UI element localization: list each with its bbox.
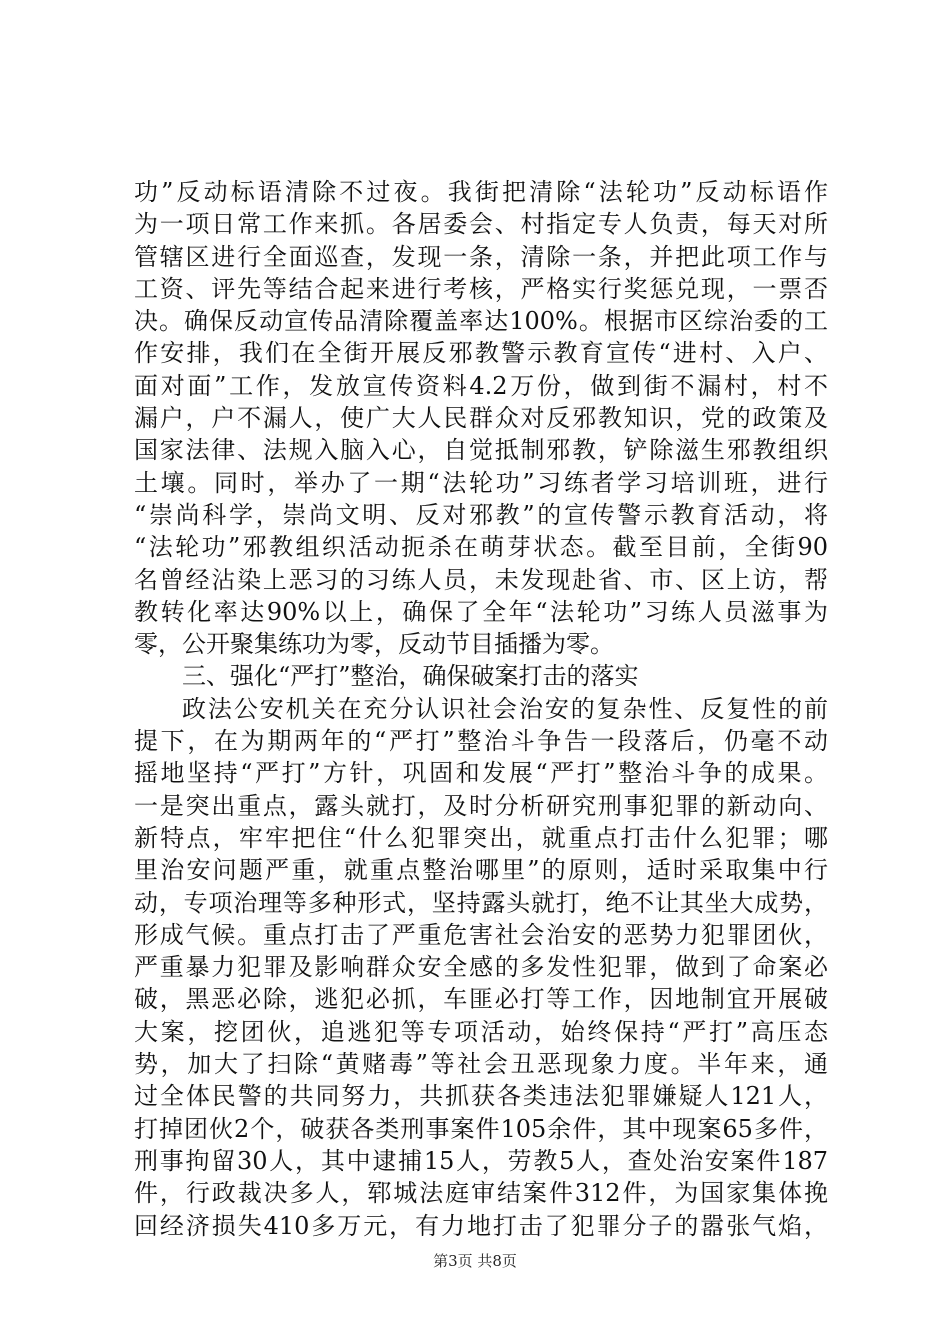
text-line: 刑事拘留30人，其中逮捕15人，劳教5人，查处治安案件187	[134, 1146, 828, 1175]
text-line: 国家法律、法规入脑入心，自觉抵制邪教，铲除滋生邪教组织	[134, 436, 828, 465]
text-line: 名曾经沾染上恶习的习练人员，未发现赴省、市、区上访，帮	[134, 565, 828, 594]
text-line: 回经济损失410多万元，有力地打击了犯罪分子的嚣张气焰，	[134, 1211, 828, 1240]
text-line: 决。确保反动宣传品清除覆盖率达100%。根据市区综治委的工	[134, 307, 828, 336]
text-line: 过全体民警的共同努力，共抓获各类违法犯罪嫌疑人121人，	[134, 1082, 828, 1111]
text-line: 漏户，户不漏人，使广大人民群众对反邪教知识，党的政策及	[134, 404, 828, 433]
text-line: 形成气候。重点打击了严重危害社会治安的恶势力犯罪团伙，	[134, 920, 828, 949]
text-line: 打掉团伙2个，破获各类刑事案件105余件，其中现案65多件，	[134, 1114, 828, 1143]
text-line: 里治安问题严重，就重点整治哪里”的原则，适时采取集中行	[134, 856, 828, 885]
text-line: “崇尚科学，崇尚文明、反对邪教”的宣传警示教育活动，将	[134, 500, 828, 529]
text-line: 土壤。同时，举办了一期“法轮功”习练者学习培训班，进行	[134, 468, 828, 497]
text-line: 面对面”工作，发放宣传资料4.2万份，做到街不漏村，村不	[134, 371, 828, 400]
text-line: 政法公安机关在充分认识社会治安的复杂性、反复性的前	[182, 694, 828, 723]
page-number: 第3页 共8页	[433, 1252, 517, 1270]
text-line: 为一项日常工作来抓。各居委会、村指定专人负责，每天对所	[134, 210, 828, 239]
text-line: 破，黑恶必除，逃犯必抓，车匪必打等工作，因地制宜开展破	[134, 985, 828, 1014]
text-line: 功”反动标语清除不过夜。我街把清除“法轮功”反动标语作	[134, 178, 828, 206]
text-line: 管辖区进行全面巡查，发现一条，清除一条，并把此项工作与	[134, 242, 828, 271]
text-line: “法轮功”邪教组织活动扼杀在萌芽状态。截至目前，全街90	[134, 533, 828, 562]
document-body	[134, 176, 828, 1242]
text-line: 零，公开聚集练功为零，反动节目插播为零。	[134, 630, 614, 659]
text-line: 件，行政裁决多人，郓城法庭审结案件312件，为国家集体挽	[134, 1179, 828, 1208]
text-line: 摇地坚持“严打”方针，巩固和发展“严打”整治斗争的成果。	[134, 759, 828, 788]
text-line: 一是突出重点，露头就打，及时分析研究刑事犯罪的新动向、	[134, 791, 828, 820]
text-line: 严重暴力犯罪及影响群众安全感的多发性犯罪，做到了命案必	[134, 953, 828, 982]
text-line: 大案，挖团伙，追逃犯等专项活动，始终保持“严打”高压态	[134, 1017, 828, 1046]
text-line: 教转化率达90%以上，确保了全年“法轮功”习练人员滋事为	[134, 597, 828, 626]
text-line: 提下，在为期两年的“严打”整治斗争告一段落后，仍毫不动	[134, 727, 828, 756]
text-line: 动，专项治理等多种形式，坚持露头就打，绝不让其坐大成势，	[134, 888, 828, 917]
section-heading: 三、强化“严打”整治，确保破案打击的落实	[182, 662, 639, 691]
text-line: 作安排，我们在全街开展反邪教警示教育宣传“进村、入户、	[134, 339, 828, 368]
text-line: 工资、评先等结合起来进行考核，严格实行奖惩兑现，一票否	[134, 274, 828, 303]
text-line: 势，加大了扫除“黄赌毒”等社会丑恶现象力度。半年来，通	[134, 1050, 828, 1079]
text-line: 新特点，牢牢把住“什么犯罪突出，就重点打击什么犯罪；哪	[134, 823, 828, 852]
